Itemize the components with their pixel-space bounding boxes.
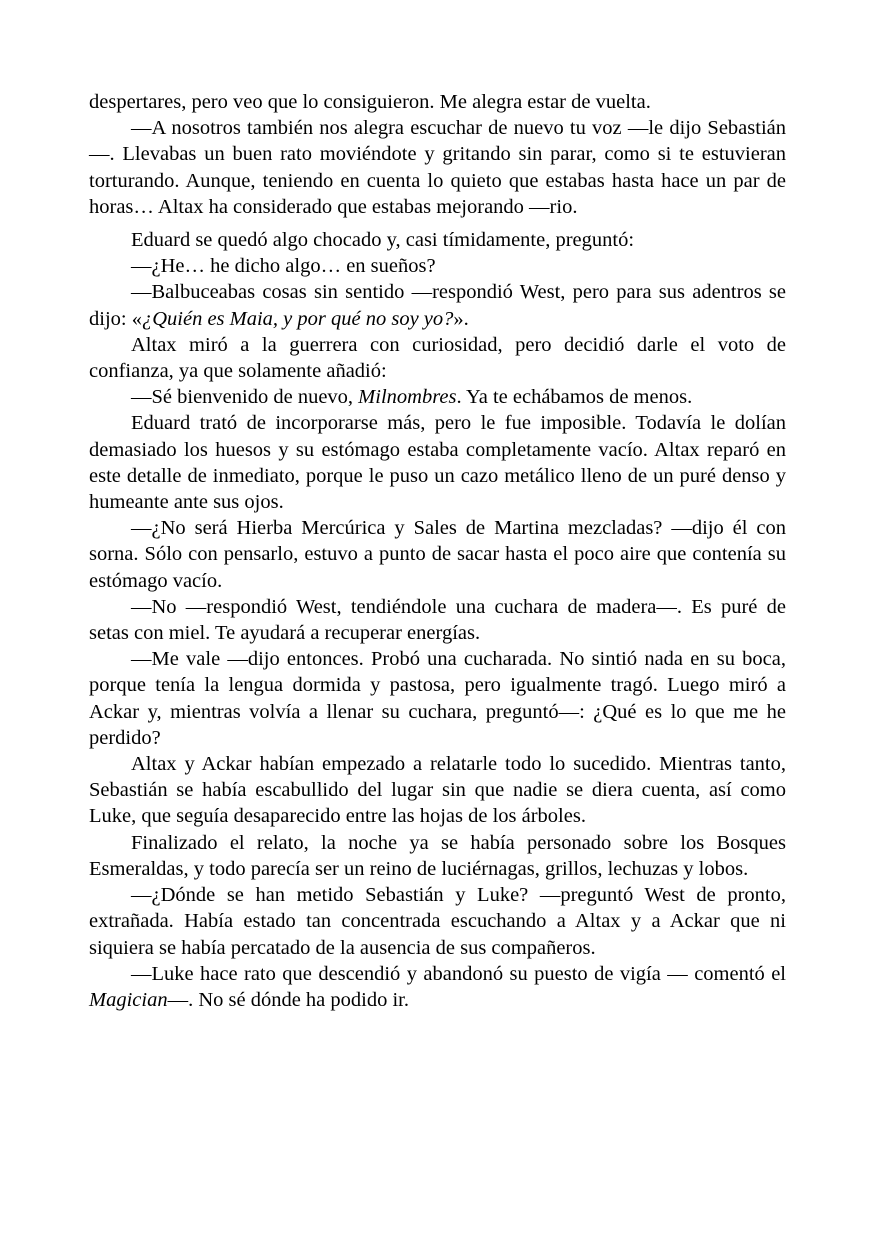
paragraph: —Balbuceabas cosas sin sentido —respondió West, pero para sus adentros se dijo: «¿Quién es Maia, y por qué no soy yo?». (89, 281, 786, 330)
italic-thought: ¿Quién es Maia, y por qué no soy yo? (141, 307, 454, 330)
paragraph: —¿He… he dicho algo… en sueños? (131, 255, 436, 278)
italic-nickname: Milnombres (358, 386, 457, 409)
paragraph: —No —respondió West, tendiéndole una cuchara de madera—. Es puré de setas con miel. Te ayudará a recuperar energías. (89, 595, 786, 645)
paragraph: Finalizado el relato, la noche ya se había personado sobre los Bosques Esmeraldas, y todo parecía ser un reino de luciérnagas, grillos, lechuzas y lobos. (89, 831, 786, 880)
paragraph: —A nosotros también nos alegra escuchar de nuevo tu voz —le dijo Sebastián—. Llevabas un buen rato moviéndote y gritando sin parar, como si te estuvieran torturando. Aunque, teniendo en cuenta lo quieto que estabas hasta hace un par de horas… Altax ha considerado que estabas mejorando —rio. (89, 117, 786, 218)
paragraph: —Luke hace rato que descendió y abandonó su puesto de vigía — comentó el Magician—. No sé dónde ha podido ir. (89, 962, 786, 1011)
paragraph: —Me vale —dijo entonces. Probó una cucharada. No sintió nada en su boca, porque tenía la lengua dormida y pastosa, pero igualmente tragó. Luego miró a Ackar y, mientras volvía a llenar su cuchara, preguntó—: ¿Qué es lo que me he perdido? (89, 648, 786, 749)
document-page (89, 89, 786, 1013)
paragraph: —¿No será Hierba Mercúrica y Sales de Martina mezcladas? —dijo él con sorna. Sólo con pensarlo, estuvo a punto de sacar hasta el poco aire que contenía su estómago vacío. (89, 517, 786, 592)
paragraph: Eduard se quedó algo chocado y, casi tímidamente, preguntó: (131, 229, 635, 252)
paragraph: Altax y Ackar habían empezado a relatarle todo lo sucedido. Mientras tanto, Sebastián se había escabullido del lugar sin que nadie se diera cuenta, así como Luke, que seguía desaparecido entre las hojas de los árboles. (89, 753, 786, 828)
paragraph: —Sé bienvenido de nuevo, Milnombres. Ya te echábamos de menos. (131, 386, 693, 409)
paragraph: —¿Dónde se han metido Sebastián y Luke? —preguntó West de pronto, extrañada. Había estado tan concentrada escuchando a Altax y a Ackar que ni siquiera se había percatado de la ausencia de sus compañeros. (89, 884, 786, 959)
paragraph: Eduard trató de incorporarse más, pero le fue imposible. Todavía le dolían demasiado los huesos y su estómago estaba completamente vacío. Altax reparó en este detalle de inmediato, porque le puso un cazo metálico lleno de un puré denso y humeante ante sus ojos. (89, 412, 786, 514)
paragraph: despertares, pero veo que lo consiguieron. Me alegra estar de vuelta. (89, 91, 651, 113)
italic-title: Magician (89, 988, 168, 1011)
paragraph: Altax miró a la guerrera con curiosidad, pero decidió darle el voto de confianza, ya que solamente añadió: (89, 333, 786, 383)
